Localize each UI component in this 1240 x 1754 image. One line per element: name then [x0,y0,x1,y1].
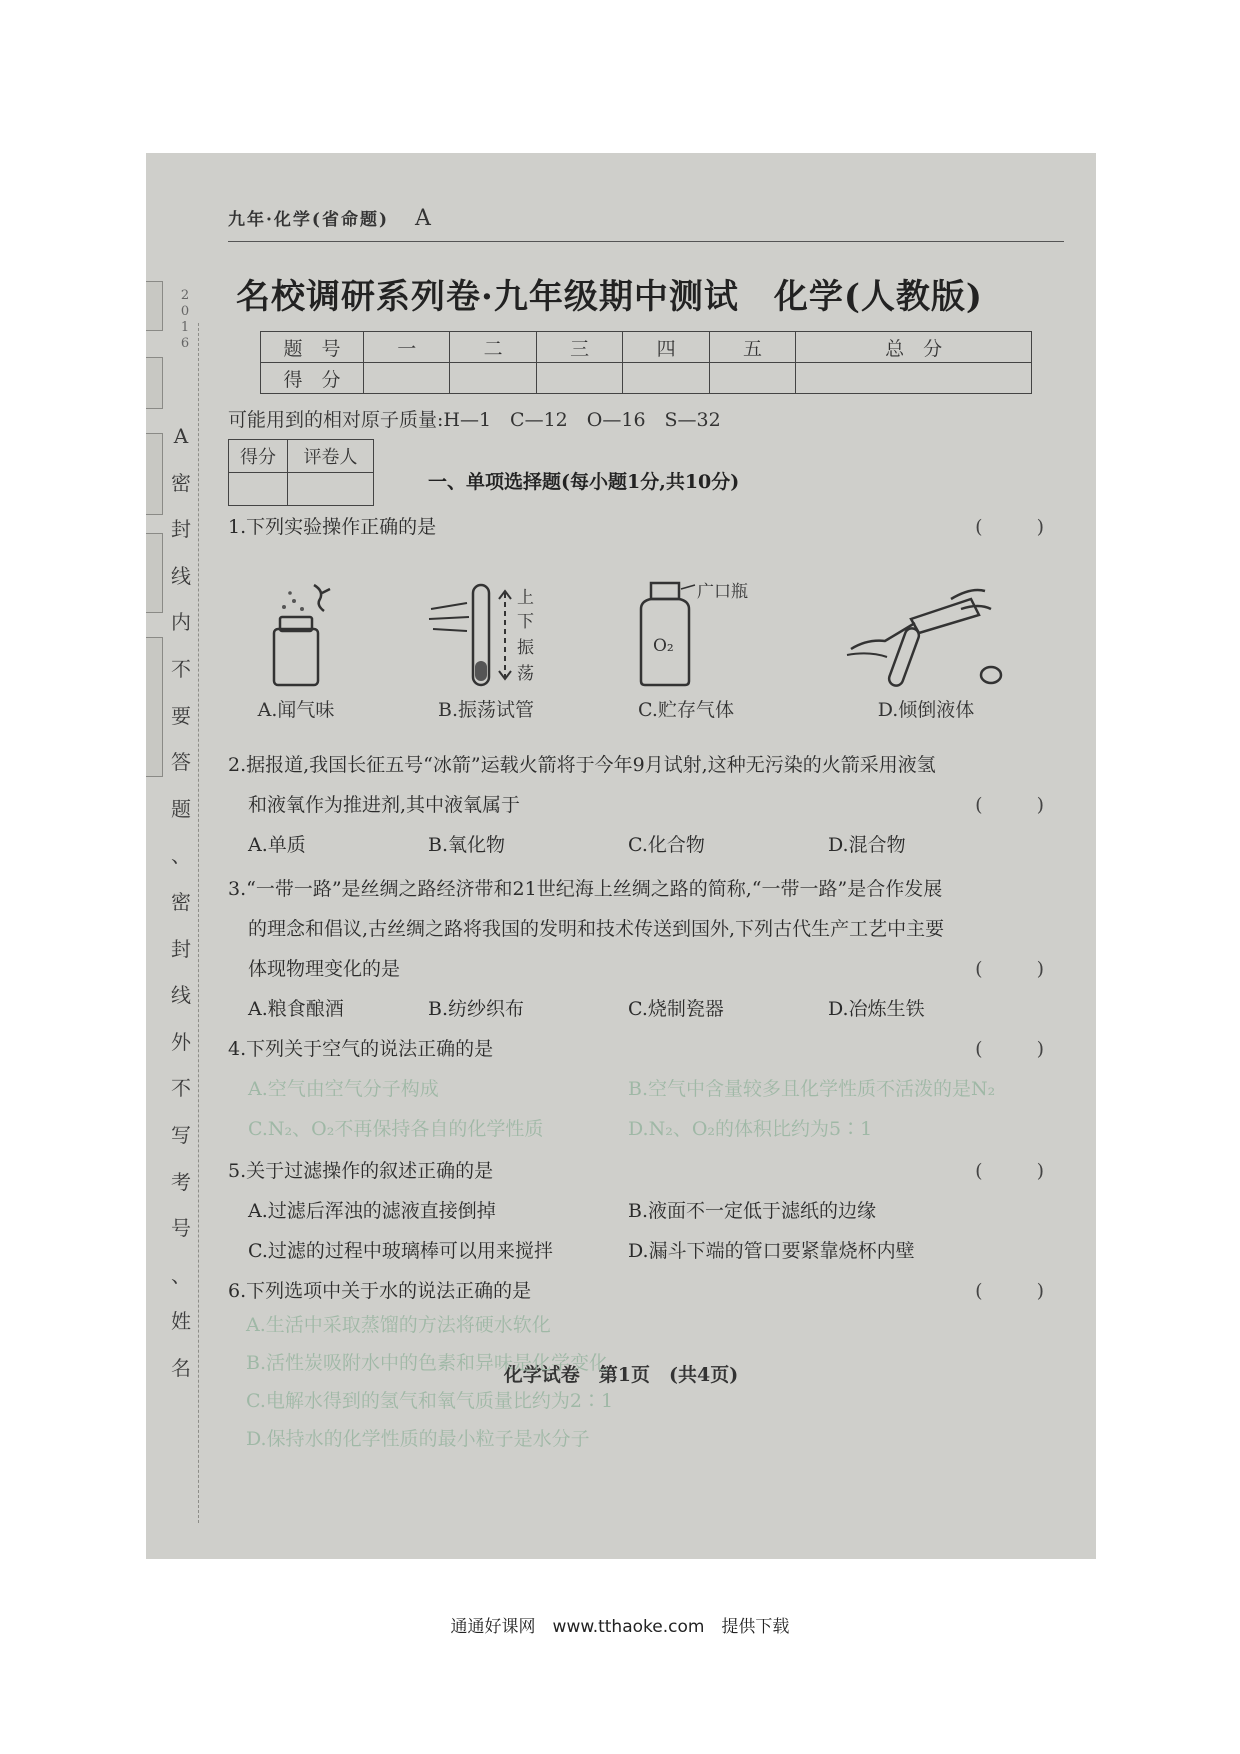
score-header-cell: 总 分 [796,332,1032,363]
option-d[interactable]: D.N₂、O₂的体积比约为5∶1 [628,1118,873,1140]
option-a[interactable]: A.单质 [248,834,306,856]
atomic-masses: 可能用到的相对原子质量:H—1 C—12 O—16 S—32 [228,409,721,431]
option-d-figure [836,579,1016,722]
question-3 [228,869,1068,1029]
score-row-label: 得 分 [261,363,364,394]
question-stem: 6.下列选项中关于水的说法正确的是 [228,1280,532,1302]
seal-line-char: 不 [171,1076,191,1101]
options-row [228,1069,1068,1109]
margin-box [146,357,163,409]
seal-line-char: 线 [171,563,191,588]
question-stem: 1.下列实验操作正确的是 [228,516,437,538]
option-b[interactable]: B.液面不一定低于滤纸的边缘 [628,1200,877,1222]
option-c[interactable]: C.过滤的过程中玻璃棒可以用来搅拌 [248,1240,553,1262]
score-input-cell[interactable] [796,363,1032,394]
answer-paren[interactable]: ( ) [975,516,1068,538]
question-stem: 2.据报道,我国长征五号“冰箭”运载火箭将于今年9月试射,这种无污染的火箭采用液氢 [228,754,936,776]
margin-box [146,637,163,777]
options-row [228,1231,1068,1271]
page-footer: 化学试卷 第1页 (共4页) [503,1364,739,1386]
section-heading: 一、单项选择题(每小题1分,共10分) [428,471,740,493]
gas-annotation: O₂ [653,636,674,656]
shake-annotation: 下 [517,612,534,632]
answer-paren[interactable]: ( ) [975,794,1068,816]
score-table [260,331,1032,394]
year-digit: 2 [180,288,190,303]
options-row [228,1191,1068,1231]
question-stem-cont: 和液氧作为推进剂,其中液氧属于 [248,794,521,816]
header-rule [228,241,1064,242]
option-b-figure [396,579,576,722]
option-a[interactable]: A.生活中采取蒸馏的方法将硬水软化 [246,1314,551,1336]
seal-line [198,323,199,1523]
seal-line-char: 答 [171,750,191,775]
question-stem: 4.下列关于空气的说法正确的是 [228,1038,494,1060]
option-d[interactable]: D.漏斗下端的管口要紧靠烧杯内壁 [628,1240,915,1262]
seal-line-char: 不 [171,657,191,681]
option-label: B.振荡试管 [437,699,534,721]
score-header-cell: 五 [709,332,795,363]
option-label: D.倾倒液体 [877,699,975,721]
year-digit: 0 [180,304,190,319]
seal-line-char: 、 [171,1262,191,1287]
grader-score-label: 得分 [229,440,288,473]
header-version: A [414,206,433,231]
options-row [228,825,1068,865]
answer-paren[interactable]: ( ) [975,1038,1068,1060]
grader-box [228,439,374,506]
question-5 [228,1151,1068,1271]
seal-line-char: 要 [171,703,191,728]
answer-paren[interactable]: ( ) [975,958,1068,980]
answer-paren[interactable]: ( ) [975,1160,1068,1182]
seal-line-char: 号 [171,1216,191,1241]
margin-box [146,433,163,515]
option-c[interactable]: C.N₂、O₂不再保持各自的化学性质 [248,1118,544,1140]
score-header-cell: 二 [450,332,536,363]
gas-jar-icon [611,579,761,689]
option-a[interactable]: A.空气由空气分子构成 [248,1078,439,1100]
bottle-annotation: 广口瓶 [697,582,748,602]
question-4 [228,1029,1068,1149]
download-credit: 通通好课网 www.tthaoke.com 提供下载 [450,1617,790,1637]
question-stem-cont: 的理念和倡议,古丝绸之路将我国的发明和技术传送到国外,下列古代生产工艺中主要 [248,918,945,940]
question-stem-cont: 体现物理变化的是 [248,958,401,980]
options-row [228,989,1068,1029]
shake-annotation: 荡 [517,664,534,684]
seal-line-char: 写 [171,1123,191,1147]
option-a-figure [206,579,386,722]
question-6-options [246,1306,1026,1458]
seal-line-char: 密 [171,470,191,495]
option-d[interactable]: D.混合物 [828,834,906,856]
question-stem: 3.“一带一路”是丝绸之路经济带和21世纪海上丝绸之路的简称,“一带一路”是合作发展 [228,878,943,900]
seal-line-char: 、 [171,843,191,868]
seal-line-char: 密 [171,890,191,914]
score-header-cell: 四 [623,332,709,363]
options-row [228,1109,1068,1149]
option-c[interactable]: C.化合物 [628,834,705,856]
margin-box [146,281,163,331]
score-input-cell[interactable] [364,363,450,394]
score-header-cell: 题 号 [261,332,364,363]
score-input-cell[interactable] [450,363,536,394]
seal-line-char: 线 [171,983,191,1008]
question-1 [228,507,1068,547]
grader-name-label: 评卷人 [287,440,373,473]
paper-header [228,205,433,231]
score-input-cell[interactable] [709,363,795,394]
question-stem: 5.关于过滤操作的叙述正确的是 [228,1160,494,1182]
grader-score-cell[interactable] [229,473,288,506]
question-2 [228,745,1068,865]
seal-line-char: 题 [171,796,191,821]
option-d[interactable]: D.保持水的化学性质的最小粒子是水分子 [246,1428,590,1450]
year-digit: 6 [180,336,190,351]
score-header-cell: 一 [364,332,450,363]
option-b[interactable]: B.活性炭吸附水中的色素和异味是化学变化 [246,1352,609,1374]
question-6 [228,1271,1068,1311]
shake-annotation: 上 [517,588,534,608]
smell-gas-icon [236,579,356,689]
paper-title: 名校调研系列卷·九年级期中测试 化学(人教版) [236,277,984,317]
answer-paren[interactable]: ( ) [975,1280,1068,1302]
score-header-cell: 三 [536,332,622,363]
score-input-cell[interactable] [536,363,622,394]
option-d[interactable]: D.冶炼生铁 [828,998,925,1020]
seal-line-char: A [173,424,189,448]
option-label: A.闻气味 [257,699,335,721]
seal-line-char: 名 [171,1356,191,1380]
option-label: C.贮存气体 [638,699,734,721]
header-subject: 九年·化学(省命题) [228,210,390,230]
option-a[interactable]: A.粮食酿酒 [248,998,344,1020]
pour-liquid-icon [841,579,1011,689]
seal-line-char: 封 [171,936,191,961]
seal-line-char: 姓 [171,1309,191,1334]
year-digit: 1 [180,320,190,335]
option-b[interactable]: B.空气中含量较多且化学性质不活泼的是N₂ [628,1078,996,1100]
score-input-cell[interactable] [623,363,709,394]
grader-name-cell[interactable] [287,473,373,506]
shake-test-tube-icon [411,579,561,689]
option-b[interactable]: B.纺纱织布 [428,998,525,1020]
option-c-figure [596,579,776,722]
option-c[interactable]: C.烧制瓷器 [628,998,724,1020]
seal-line-char: 考 [171,1169,191,1194]
shake-annotation: 振 [517,638,534,658]
seal-line-char: 封 [171,517,191,542]
option-c[interactable]: C.电解水得到的氢气和氧气质量比约为2∶1 [246,1390,614,1412]
seal-line-char: 外 [171,1029,191,1054]
margin-box [146,533,163,613]
option-b[interactable]: B.氧化物 [428,834,506,856]
seal-line-char: 内 [171,610,191,635]
option-a[interactable]: A.过滤后浑浊的滤液直接倒掉 [248,1200,496,1222]
